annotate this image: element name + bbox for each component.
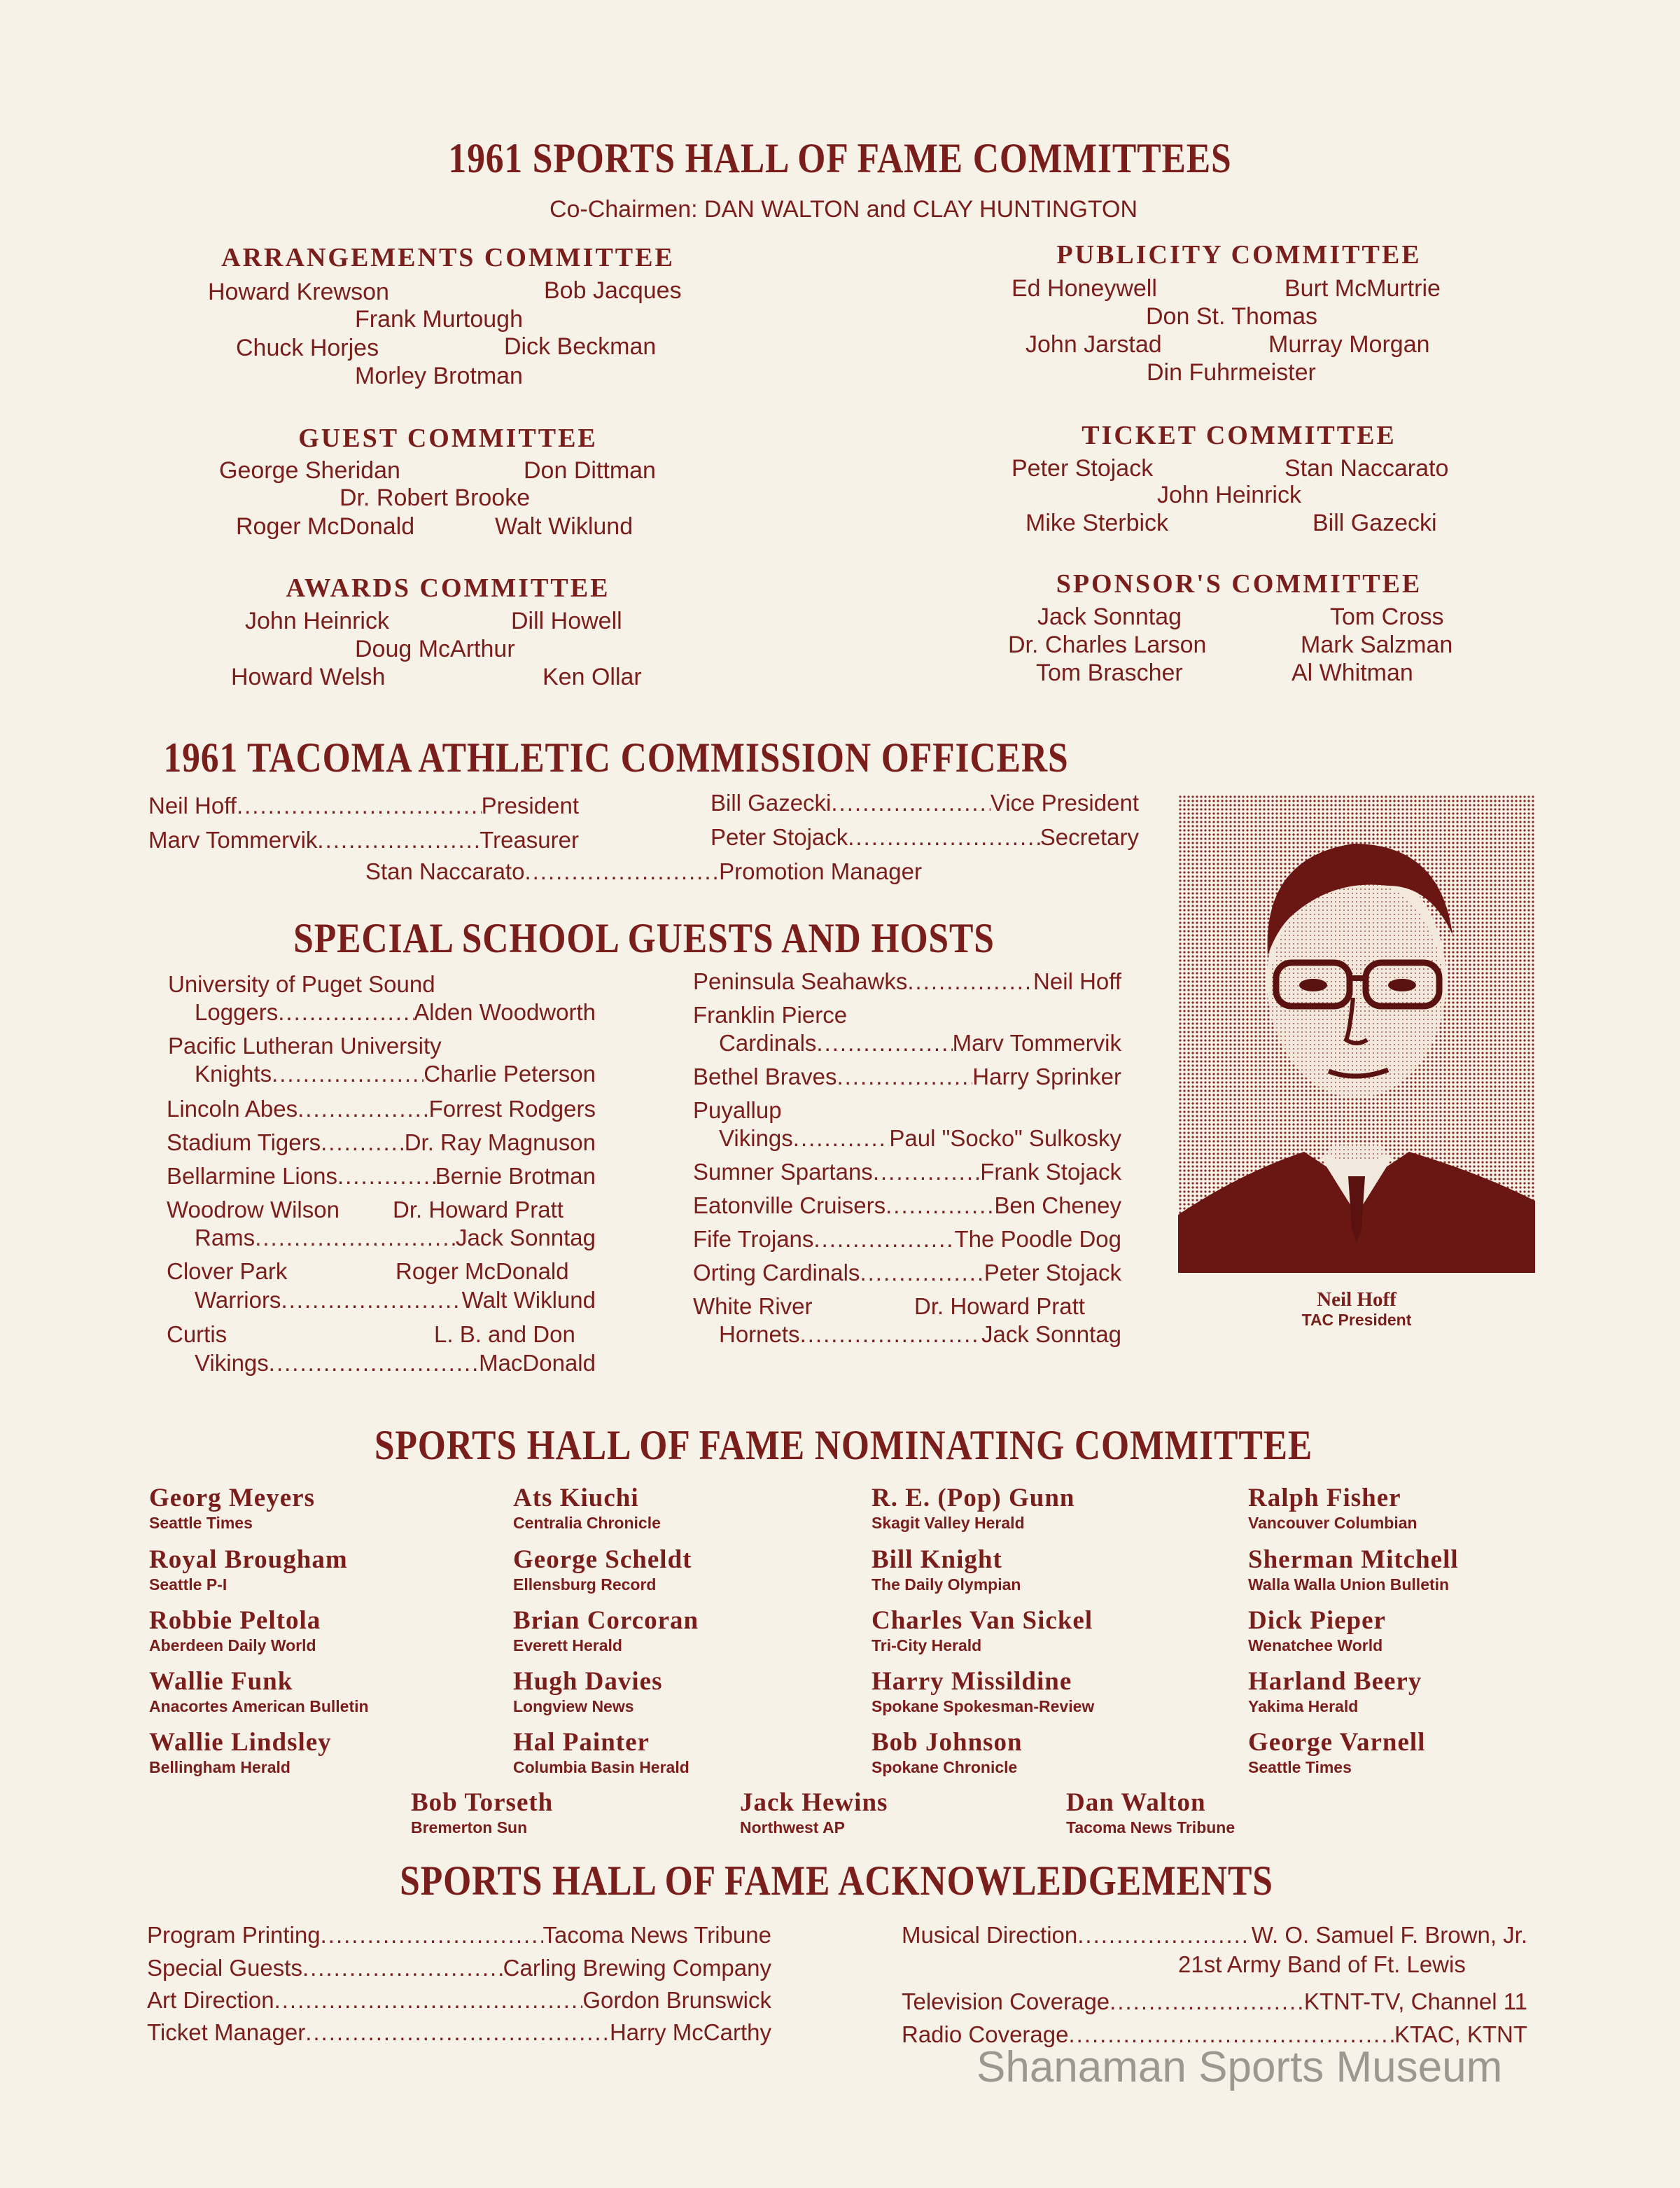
guest-row: Lincoln Abes ..... Forrest Rodgers bbox=[167, 1096, 596, 1122]
guest-school: Franklin Pierce bbox=[693, 1002, 848, 1028]
guest-school: Pacific Lutheran University bbox=[168, 1033, 442, 1059]
committee-member: Dick Beckman bbox=[504, 333, 657, 360]
museum-watermark: Shanaman Sports Museum bbox=[976, 2043, 1503, 2091]
committee-member: John Heinrick bbox=[245, 608, 389, 634]
nominator-name: Harland Beery bbox=[1248, 1667, 1422, 1696]
ticket-committee-heading: TICKET COMMITTEE bbox=[1082, 421, 1396, 450]
nominator-newspaper: Anacortes American Bulletin bbox=[149, 1697, 369, 1715]
nominator-newspaper: Yakima Herald bbox=[1248, 1697, 1359, 1715]
committee-member: Howard Krewson bbox=[208, 279, 389, 305]
ack-row: Television Coverage ..... KTNT-TV, Channel 11 bbox=[902, 1988, 1527, 2015]
guest-host: L. B. and Don bbox=[434, 1321, 575, 1347]
committee-member: John Jarstad bbox=[1026, 331, 1162, 358]
arrangements-committee-heading: ARRANGEMENTS COMMITTEE bbox=[221, 243, 675, 272]
portrait-photo bbox=[1178, 795, 1535, 1273]
nominator-newspaper: Seattle Times bbox=[149, 1514, 253, 1532]
committee-member: Morley Brotman bbox=[355, 363, 523, 389]
nominator-name: Royal Brougham bbox=[149, 1545, 348, 1574]
committee-member: Tom Brascher bbox=[1036, 660, 1183, 686]
nominator-name: Hal Painter bbox=[513, 1728, 650, 1757]
nominator-newspaper: Everett Herald bbox=[513, 1636, 622, 1654]
guest-school: University of Puget Sound bbox=[168, 971, 435, 997]
committee-member: Roger McDonald bbox=[236, 513, 415, 540]
nominator-newspaper: Aberdeen Daily World bbox=[149, 1636, 316, 1654]
guests-title: SPECIAL SCHOOL GUESTS AND HOSTS bbox=[293, 915, 995, 961]
guest-row: Hornets ..... Jack Sonntag bbox=[719, 1321, 1121, 1348]
nominator-newspaper: Centralia Chronicle bbox=[513, 1514, 661, 1532]
committee-member: Chuck Horjes bbox=[236, 335, 379, 361]
nominator-name: Charles Van Sickel bbox=[872, 1606, 1093, 1635]
guest-row: Fife Trojans ..... The Poodle Dog bbox=[693, 1226, 1121, 1253]
nominator-newspaper: Spokane Chronicle bbox=[872, 1758, 1018, 1776]
guest-row: Bellarmine Lions ..... Bernie Brotman bbox=[167, 1163, 596, 1190]
co-chairmen-line: Co-Chairmen: DAN WALTON and CLAY HUNTINGTON bbox=[549, 196, 1138, 223]
nominator-name: Ralph Fisher bbox=[1248, 1484, 1401, 1512]
guest-school: Woodrow Wilson bbox=[167, 1197, 340, 1222]
nominator-name: Robbie Peltola bbox=[149, 1606, 321, 1635]
committee-member: Don St. Thomas bbox=[1146, 303, 1318, 330]
nominator-name: George Scheldt bbox=[513, 1545, 692, 1574]
committee-member: Stan Naccarato bbox=[1284, 455, 1449, 482]
ack-continuation: 21st Army Band of Ft. Lewis bbox=[1178, 1951, 1466, 1977]
guest-row: Rams ..... Jack Sonntag bbox=[195, 1225, 596, 1251]
committee-member: Ed Honeywell bbox=[1011, 275, 1157, 302]
nominator-newspaper: Vancouver Columbian bbox=[1248, 1514, 1418, 1532]
nominator-name: Hugh Davies bbox=[513, 1667, 663, 1696]
committee-member: Doug McArthur bbox=[355, 636, 515, 662]
nominator-name: R. E. (Pop) Gunn bbox=[872, 1484, 1075, 1512]
guest-row: Warriors ..... Walt Wiklund bbox=[195, 1287, 596, 1314]
nominator-name: Ats Kiuchi bbox=[513, 1484, 639, 1512]
nominator-newspaper: Bremerton Sun bbox=[411, 1818, 528, 1837]
nominator-newspaper: Seattle P-I bbox=[149, 1575, 227, 1594]
guest-row: Loggers ..... Alden Woodworth bbox=[195, 999, 596, 1026]
nominator-newspaper: Spokane Spokesman-Review bbox=[872, 1697, 1095, 1715]
nominator-newspaper: Ellensburg Record bbox=[513, 1575, 657, 1594]
nominator-newspaper: Longview News bbox=[513, 1697, 634, 1715]
guest-host: Dr. Howard Pratt bbox=[914, 1293, 1085, 1319]
nominator-name: Dick Pieper bbox=[1248, 1606, 1386, 1635]
guest-host: Roger McDonald bbox=[396, 1258, 569, 1284]
nominator-newspaper: Walla Walla Union Bulletin bbox=[1248, 1575, 1450, 1594]
committee-member: Walt Wiklund bbox=[495, 513, 634, 540]
sponsors-committee-heading: SPONSOR'S COMMITTEE bbox=[1056, 569, 1422, 599]
committee-member: Dill Howell bbox=[511, 608, 622, 634]
committee-member: Peter Stojack bbox=[1011, 455, 1154, 482]
nominator-newspaper: Seattle Times bbox=[1248, 1758, 1352, 1776]
nominator-newspaper: Tacoma News Tribune bbox=[1066, 1818, 1236, 1837]
committee-member: Bill Gazecki bbox=[1312, 510, 1437, 536]
nominator-newspaper: The Daily Olympian bbox=[872, 1575, 1021, 1594]
committee-member: Tom Cross bbox=[1330, 604, 1444, 630]
nominator-newspaper: Skagit Valley Herald bbox=[872, 1514, 1025, 1532]
officers-title: 1961 TACOMA ATHLETIC COMMISSION OFFICERS bbox=[163, 734, 1069, 781]
guest-host: Dr. Howard Pratt bbox=[393, 1197, 564, 1222]
committee-member: Jack Sonntag bbox=[1037, 604, 1182, 630]
committee-member: Dr. Charles Larson bbox=[1008, 632, 1207, 658]
committee-member: Mark Salzman bbox=[1301, 632, 1453, 658]
committee-member: Din Fuhrmeister bbox=[1147, 359, 1316, 386]
nominator-name: Harry Missildine bbox=[872, 1667, 1072, 1696]
officer-row: Neil Hoff ..... President bbox=[148, 793, 579, 819]
nominator-newspaper: Columbia Basin Herald bbox=[513, 1758, 690, 1776]
nominator-newspaper: Northwest AP bbox=[740, 1818, 845, 1837]
awards-committee-heading: AWARDS COMMITTEE bbox=[286, 573, 610, 603]
nominator-name: Jack Hewins bbox=[740, 1788, 888, 1817]
ack-row: Radio Coverage ..... KTAC, KTNT bbox=[902, 2021, 1527, 2048]
committee-member: John Heinrick bbox=[1157, 482, 1301, 508]
ack-row: Art Direction ..... Gordon Brunswick bbox=[147, 1987, 771, 2014]
guest-row: Cardinals ..... Marv Tommervik bbox=[719, 1030, 1121, 1057]
committee-member: Don Dittman bbox=[524, 457, 656, 484]
portrait-illustration bbox=[1178, 795, 1535, 1273]
officer-row: Bill Gazecki ..... Vice President bbox=[710, 790, 1139, 816]
nominator-name: Wallie Funk bbox=[149, 1667, 293, 1696]
nominator-name: Bill Knight bbox=[872, 1545, 1002, 1574]
photo-caption-title: TAC President bbox=[1301, 1311, 1412, 1329]
committee-member: Murray Morgan bbox=[1268, 331, 1430, 358]
nominator-name: Bob Torseth bbox=[411, 1788, 554, 1817]
guest-school: White River bbox=[693, 1293, 813, 1319]
nominator-newspaper: Bellingham Herald bbox=[149, 1758, 290, 1776]
publicity-committee-heading: PUBLICITY COMMITTEE bbox=[1056, 240, 1422, 270]
committee-member: George Sheridan bbox=[219, 457, 400, 484]
ack-row: Special Guests ..... Carling Brewing Company bbox=[147, 1955, 771, 1981]
officer-row: Marv Tommervik ..... Treasurer bbox=[148, 827, 579, 853]
guest-row: Knights ..... Charlie Peterson bbox=[195, 1061, 596, 1087]
nominator-name: Sherman Mitchell bbox=[1248, 1545, 1459, 1574]
committee-member: Al Whitman bbox=[1292, 660, 1413, 686]
guest-row: Vikings ..... Paul "Socko" Sulkosky bbox=[719, 1125, 1121, 1152]
guest-row: Stadium Tigers ..... Dr. Ray Magnuson bbox=[167, 1129, 596, 1156]
committee-member: Frank Murtough bbox=[355, 306, 523, 333]
committee-member: Howard Welsh bbox=[231, 664, 386, 690]
nominator-name: George Varnell bbox=[1248, 1728, 1426, 1757]
committee-member: Dr. Robert Brooke bbox=[340, 485, 531, 511]
guest-row: Orting Cardinals ..... Peter Stojack bbox=[693, 1260, 1121, 1286]
guest-row: Sumner Spartans ..... Frank Stojack bbox=[693, 1159, 1121, 1185]
committee-member: Mike Sterbick bbox=[1026, 510, 1169, 536]
acknowledgements-title: SPORTS HALL OF FAME ACKNOWLEDGEMENTS bbox=[400, 1858, 1273, 1904]
guest-school: Puyallup bbox=[693, 1097, 782, 1123]
guest-row: Vikings ..... MacDonald bbox=[195, 1350, 596, 1377]
nominator-newspaper: Wenatchee World bbox=[1248, 1636, 1383, 1654]
committee-member: Burt McMurtrie bbox=[1284, 275, 1441, 302]
nominator-newspaper: Tri-City Herald bbox=[872, 1636, 982, 1654]
officer-row: Peter Stojack ..... Secretary bbox=[710, 824, 1139, 851]
ack-row: Program Printing ..... Tacoma News Tribune bbox=[147, 1922, 771, 1949]
ack-row: Ticket Manager ..... Harry McCarthy bbox=[147, 2019, 771, 2046]
officer-row: Stan Naccarato ..... Promotion Manager bbox=[365, 858, 922, 885]
committee-member: Ken Ollar bbox=[542, 664, 642, 690]
nominating-title: SPORTS HALL OF FAME NOMINATING COMMITTEE bbox=[374, 1422, 1313, 1468]
guest-school: Curtis bbox=[167, 1321, 227, 1347]
nominator-name: Wallie Lindsley bbox=[149, 1728, 332, 1757]
nominator-name: Bob Johnson bbox=[872, 1728, 1023, 1757]
guest-row: Peninsula Seahawks ..... Neil Hoff bbox=[693, 968, 1121, 995]
committee-member: Bob Jacques bbox=[544, 277, 682, 304]
guest-committee-heading: GUEST COMMITTEE bbox=[298, 424, 598, 453]
page-title: 1961 SPORTS HALL OF FAME COMMITTEES bbox=[448, 135, 1232, 181]
guest-row: Bethel Braves ..... Harry Sprinker bbox=[693, 1064, 1121, 1090]
guest-row: Eatonville Cruisers ..... Ben Cheney bbox=[693, 1192, 1121, 1219]
nominator-name: Georg Meyers bbox=[149, 1484, 315, 1512]
guest-school: Clover Park bbox=[167, 1258, 288, 1284]
photo-caption-name: Neil Hoff bbox=[1317, 1288, 1396, 1311]
nominator-name: Brian Corcoran bbox=[513, 1606, 699, 1635]
ack-row: Musical Direction ..... W. O. Samuel F. Brown, Jr. bbox=[902, 1922, 1527, 1949]
nominator-name: Dan Walton bbox=[1066, 1788, 1206, 1817]
